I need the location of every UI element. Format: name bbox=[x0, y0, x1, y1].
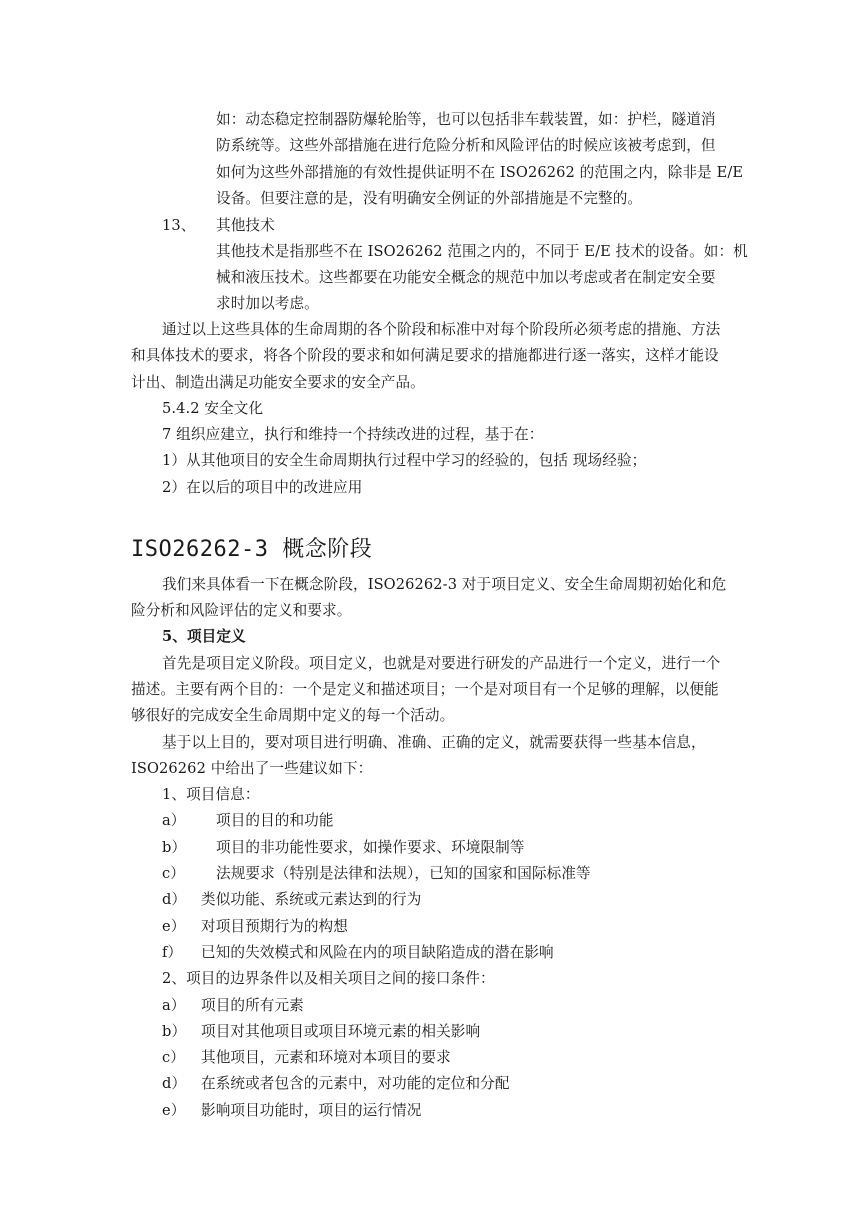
list-item-label: e） bbox=[162, 1102, 186, 1119]
list-item bbox=[162, 943, 182, 963]
item-13-title: 其他技术 bbox=[216, 217, 275, 234]
list-item bbox=[162, 996, 186, 1016]
list-item bbox=[162, 838, 186, 858]
item-13-number: 13、 bbox=[162, 217, 196, 234]
paragraph-line: 如何为这些外部措施的有效性提供证明不在 ISO26262 的范围之内，除非是 E/E bbox=[216, 164, 744, 181]
paragraph-line: 险分析和风险评估的定义和要求。 bbox=[131, 602, 352, 619]
list-item-text: 其他项目，元素和环境对本项目的要求 bbox=[201, 1049, 451, 1066]
list-item-label: d） bbox=[162, 891, 187, 908]
list-item-label: b） bbox=[162, 839, 187, 856]
paragraph-line: 防系统等。这些外部措施在进行危险分析和风险评估的时候应该被考虑到，但 bbox=[216, 137, 716, 154]
list-item bbox=[162, 1022, 186, 1042]
list-1-title: 1、项目信息： bbox=[162, 786, 260, 803]
paragraph-line: 械和液压技术。这些都要在功能安全概念的规范中加以考虑或者在制定安全要 bbox=[216, 269, 716, 286]
paragraph-line: 和具体技术的要求，将各个阶段的要求和如何满足要求的措施都进行逐一落实，这样才能设 bbox=[131, 347, 719, 364]
list-item-text: 项目的目的和功能 bbox=[216, 812, 334, 829]
list-item-text: 已知的失效模式和风险在内的项目缺陷造成的潜在影响 bbox=[201, 944, 554, 961]
list-item-text: 项目对其他项目或项目环境元素的相关影响 bbox=[201, 1023, 481, 1040]
list-item-label: c） bbox=[162, 1049, 185, 1066]
paragraph-line: 通过以上这些具体的生命周期的各个阶段和标准中对每个阶段所必须考虑的措施、方法 bbox=[162, 321, 721, 338]
paragraph-line: 求时加以考虑。 bbox=[216, 295, 319, 312]
list-item-label: e） bbox=[162, 918, 186, 935]
paragraph-line: 计出、制造出满足功能安全要求的安全产品。 bbox=[131, 374, 425, 391]
list-item-label: a） bbox=[162, 997, 186, 1014]
paragraph-line: 如：动态稳定控制器防爆轮胎等，也可以包括非车载装置，如：护栏，隧道消 bbox=[216, 111, 716, 128]
list-item-label: a） bbox=[162, 812, 186, 829]
list-item-text: 项目的非功能性要求，如操作要求、环境限制等 bbox=[216, 839, 525, 856]
paragraph-line: 基于以上目的，要对项目进行明确、准确、正确的定义，就需要获得一些基本信息， bbox=[162, 734, 706, 751]
list-item-text: 类似功能、系统或元素达到的行为 bbox=[201, 891, 422, 908]
chapter-heading: ISO26262-3 概念阶段 bbox=[131, 537, 373, 562]
subsection-heading: 5、项目定义 bbox=[162, 628, 246, 645]
paragraph-line: 描述。主要有两个目的：一个是定义和描述项目；一个是对项目有一个足够的理解，以便能 bbox=[131, 681, 719, 698]
section-heading-5-4-2: 5.4.2 安全文化 bbox=[162, 400, 264, 417]
list-item bbox=[162, 811, 186, 831]
list-item-label: f） bbox=[162, 944, 183, 961]
list-item bbox=[162, 1101, 185, 1121]
list-item-text: 法规要求（特别是法律和法规），已知的国家和国际标准等 bbox=[216, 865, 591, 882]
list-item-text: 在系统或者包含的元素中，对功能的定位和分配 bbox=[201, 1075, 510, 1092]
paragraph-line: ISO26262 中给出了一些建议如下： bbox=[131, 760, 373, 777]
point-7-item: 2）在以后的项目中的改进应用 bbox=[162, 479, 363, 496]
list-item-text: 影响项目功能时，项目的运行情况 bbox=[201, 1102, 422, 1119]
paragraph-line: 够很好的完成安全生命周期中定义的每一个活动。 bbox=[131, 707, 455, 724]
list-item-label: b） bbox=[162, 1023, 187, 1040]
list-item bbox=[162, 917, 185, 937]
list-item-text: 项目的所有元素 bbox=[201, 997, 304, 1014]
paragraph-line: 我们来具体看一下在概念阶段，ISO26262-3 对于项目定义、安全生命周期初始化和危 bbox=[162, 576, 727, 593]
list-item-text: 对项目预期行为的构想 bbox=[201, 918, 348, 935]
list-item-label: d） bbox=[162, 1075, 187, 1092]
paragraph-line: 其他技术是指那些不在 ISO26262 范围之内的，不同于 E/E 技术的设备。如：机 bbox=[216, 243, 748, 260]
list-item bbox=[162, 864, 185, 884]
list-item bbox=[162, 1048, 185, 1068]
paragraph-line: 设备。但要注意的是，没有明确安全例证的外部措施是不完整的。 bbox=[216, 190, 643, 207]
list-item bbox=[162, 1074, 186, 1094]
list-item-label: c） bbox=[162, 865, 185, 882]
point-7: 7 组织应建立，执行和维持一个持续改进的过程，基于在： bbox=[162, 426, 544, 443]
list-item bbox=[162, 890, 186, 910]
list-2-title: 2、项目的边界条件以及相关项目之间的接口条件： bbox=[162, 970, 495, 987]
paragraph-line: 首先是项目定义阶段。项目定义，也就是对要进行研发的产品进行一个定义，进行一个 bbox=[162, 655, 721, 672]
point-7-item: 1）从其他项目的安全生命周期执行过程中学习的经验的，包括 现场经验； bbox=[162, 452, 647, 469]
